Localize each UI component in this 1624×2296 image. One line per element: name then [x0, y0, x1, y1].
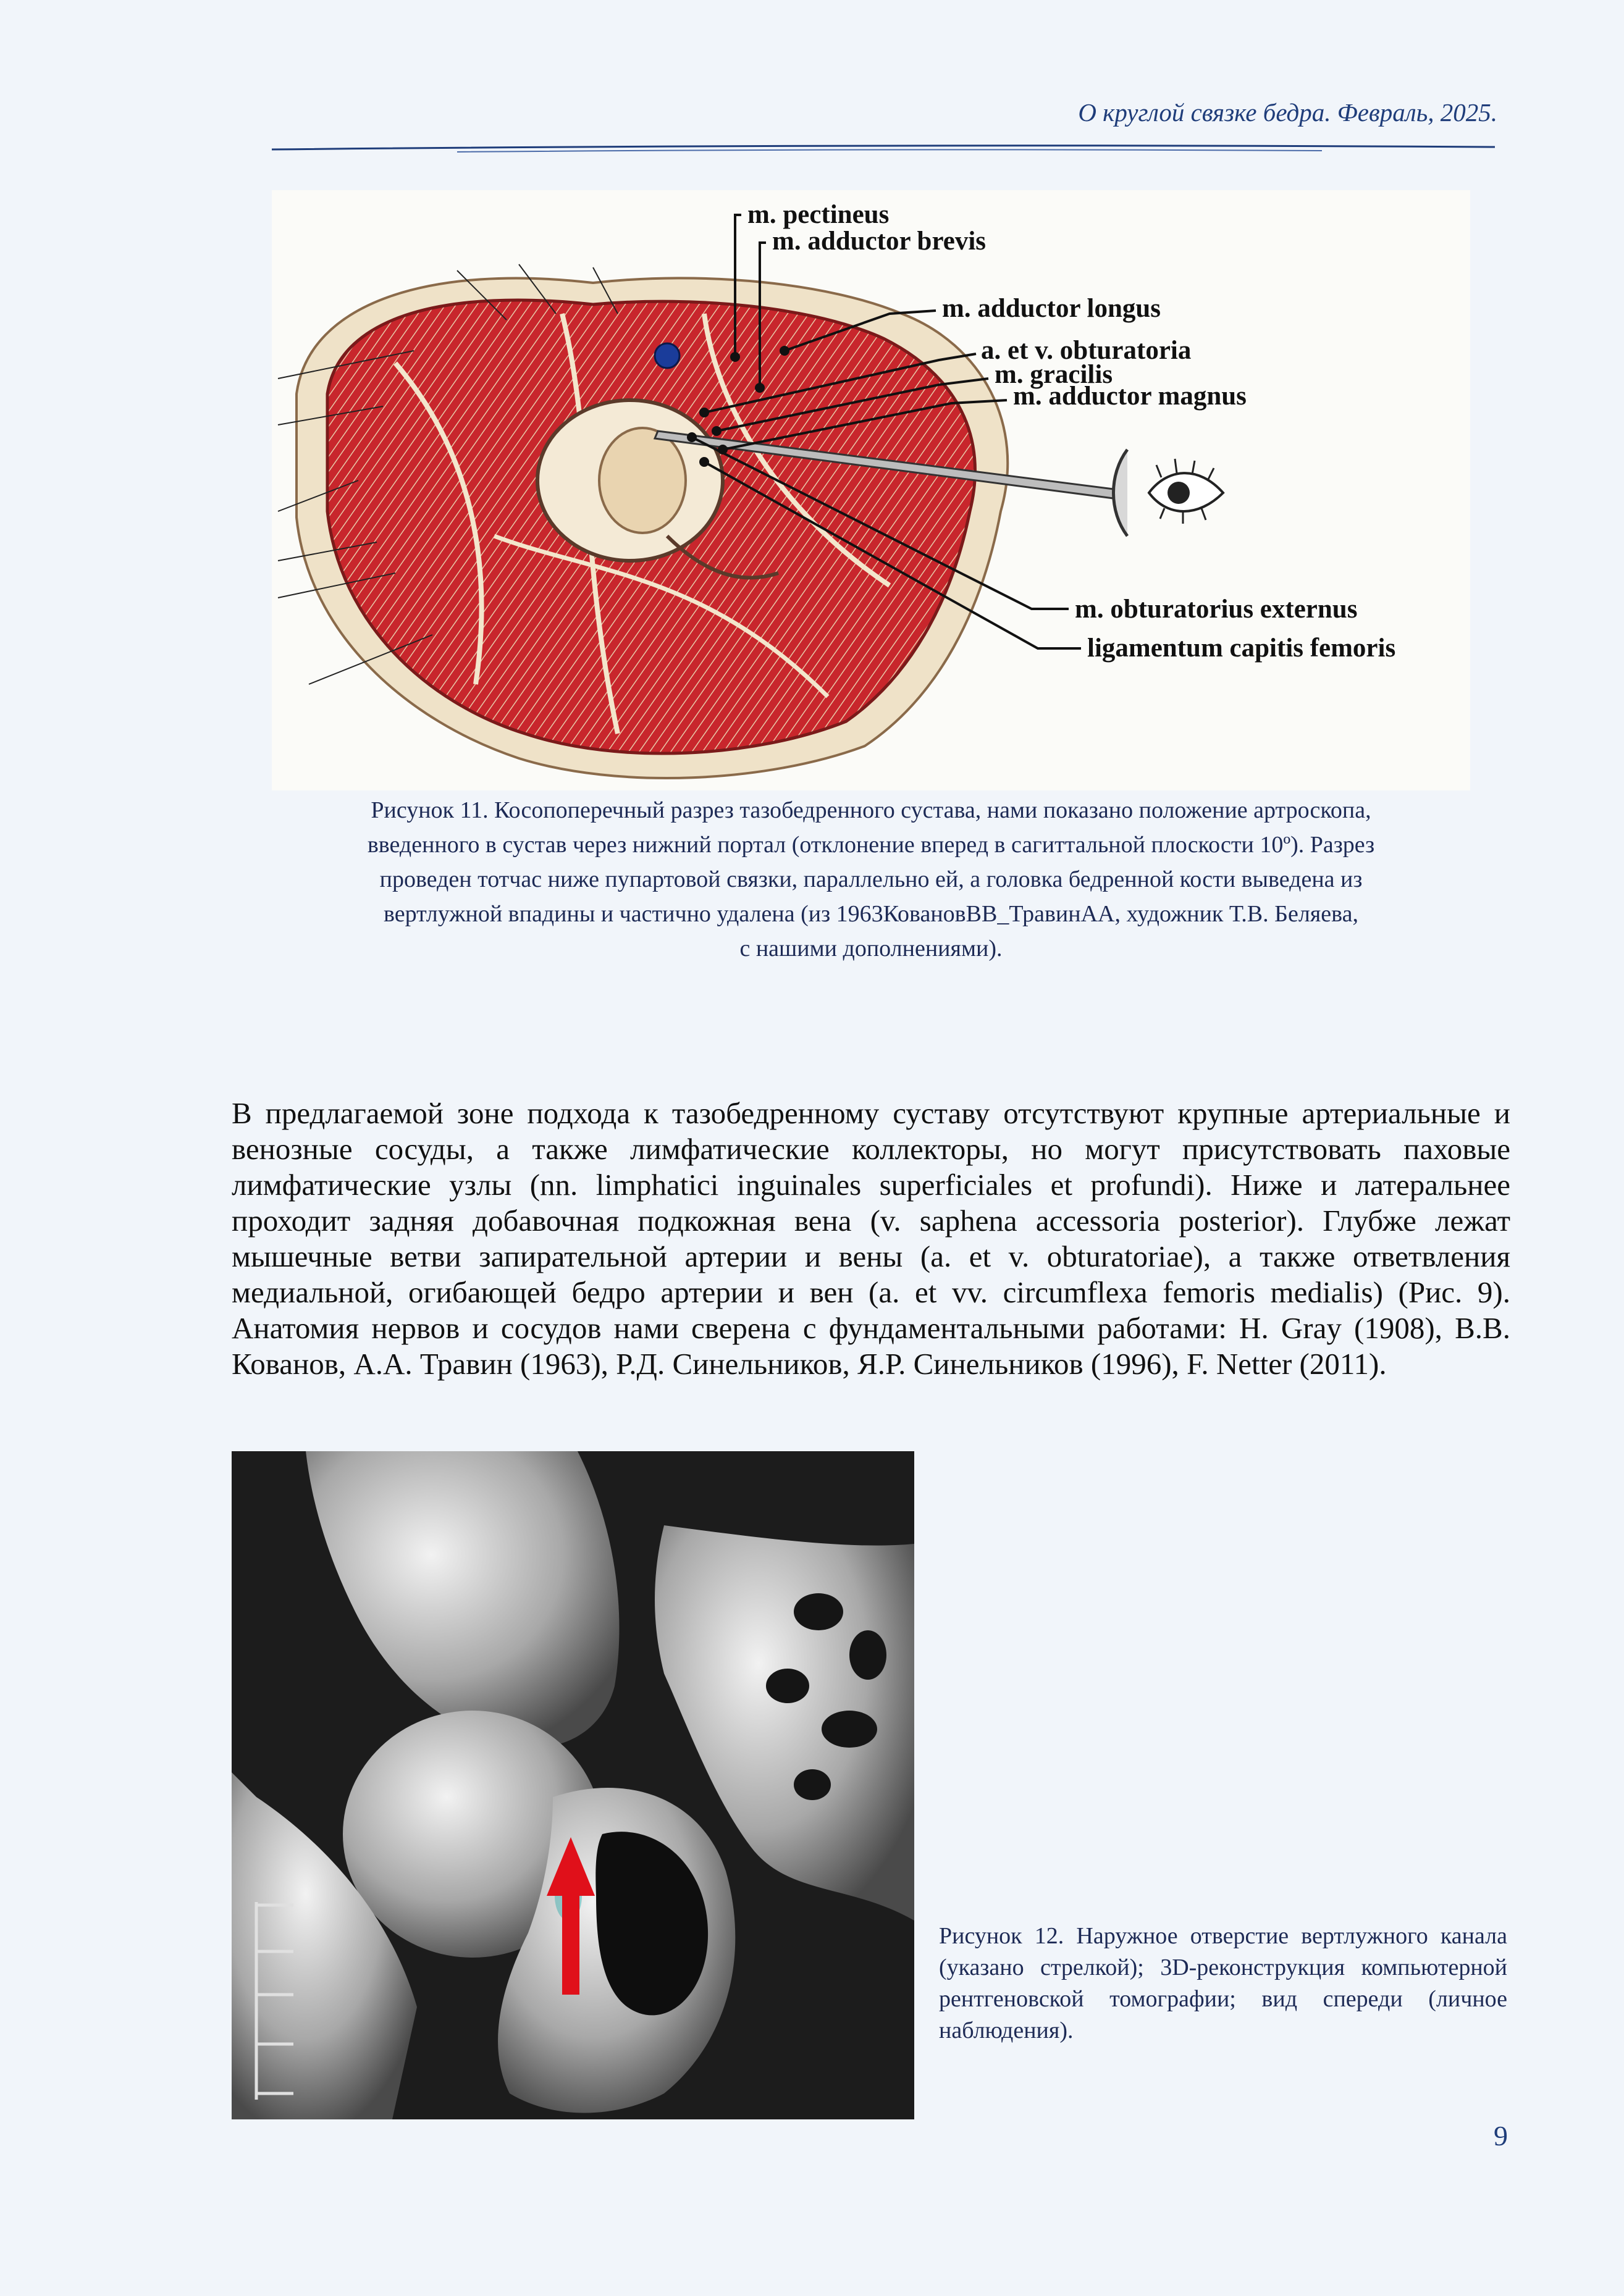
- figure-11-cross-section: [272, 190, 1470, 790]
- body-paragraph: В предлагаемой зоне подхода к тазобедренному суставу отсутствуют крупные артериальные и венозные сосуды, а также лимфатические коллекторы, но могут присутствовать паховые лимфатические узлы (nn. limphatici inguinales superficiales et profundi). Ниже и латеральнее проходит задняя добавочная подкожная вена (v. saphena accessoria posterior). Глубже лежат мышечные ветви запирательной артерии и вены (a. et v. obturatoriae), а также ответвления медиальной, огибающей бедро артерии и вен (a. et vv. circumflexa femoris medialis) (Рис. 9). Анатомия нервов и сосудов нами сверена с фундаментальными работами: H. Gray (1908), В.В. Кованов, А.А. Травин (1963), Р.Д. Синельников, Я.Р. Синельников (1996), F. Netter (2011).: [232, 1096, 1510, 1381]
- caption-line: вертлужной впадины и частично удалена (из 1963КовановВВ_ТравинАА, художник Т.В. Беляева,: [384, 901, 1358, 927]
- label-obturatorius-externus: m. obturatorius externus: [1075, 595, 1358, 624]
- label-adductor-longus: m. adductor longus: [942, 294, 1161, 323]
- label-pectineus: m. pectineus: [747, 200, 890, 229]
- figure-12-caption: Рисунок 12. Наружное отверстие вертлужного канала (указано стрелкой); 3D-реконструкция компьютерной рентгеновской томографии; вид спереди (личное наблюдения).: [939, 1923, 1507, 2043]
- figure-11-caption: [272, 793, 1470, 966]
- label-gracilis: m. gracilis: [995, 360, 1113, 389]
- caption-line: введенного в сустав через нижний портал (отклонение вперед в сагиттальной плоскости 10º). Разрез: [367, 832, 1375, 858]
- running-title: О круглой связке бедра. Февраль, 2025.: [1078, 98, 1497, 127]
- header-rule: [272, 141, 1495, 156]
- caption-line: Рисунок 11. Косопоперечный разрез тазобедренного сустава, нами показано положение артроскопа,: [371, 797, 1371, 823]
- eye-icon: [1149, 459, 1223, 524]
- caption-line: проведен тотчас ниже пупартовой связки, параллельно ей, а головка бедренной кости выведена из: [379, 866, 1363, 892]
- label-adductor-brevis: m. adductor brevis: [772, 227, 987, 256]
- page-number: 9: [1494, 2120, 1508, 2151]
- obturator-vessel: [655, 343, 679, 368]
- figure-12-ct-reconstruction: [232, 1451, 914, 2119]
- label-ligamentum: ligamentum capitis femoris: [1087, 634, 1396, 663]
- label-obturatoria: a. et v. obturatoria: [981, 336, 1192, 365]
- label-adductor-magnus: m. adductor magnus: [1013, 382, 1247, 411]
- caption-line: с нашими дополнениями).: [739, 936, 1003, 962]
